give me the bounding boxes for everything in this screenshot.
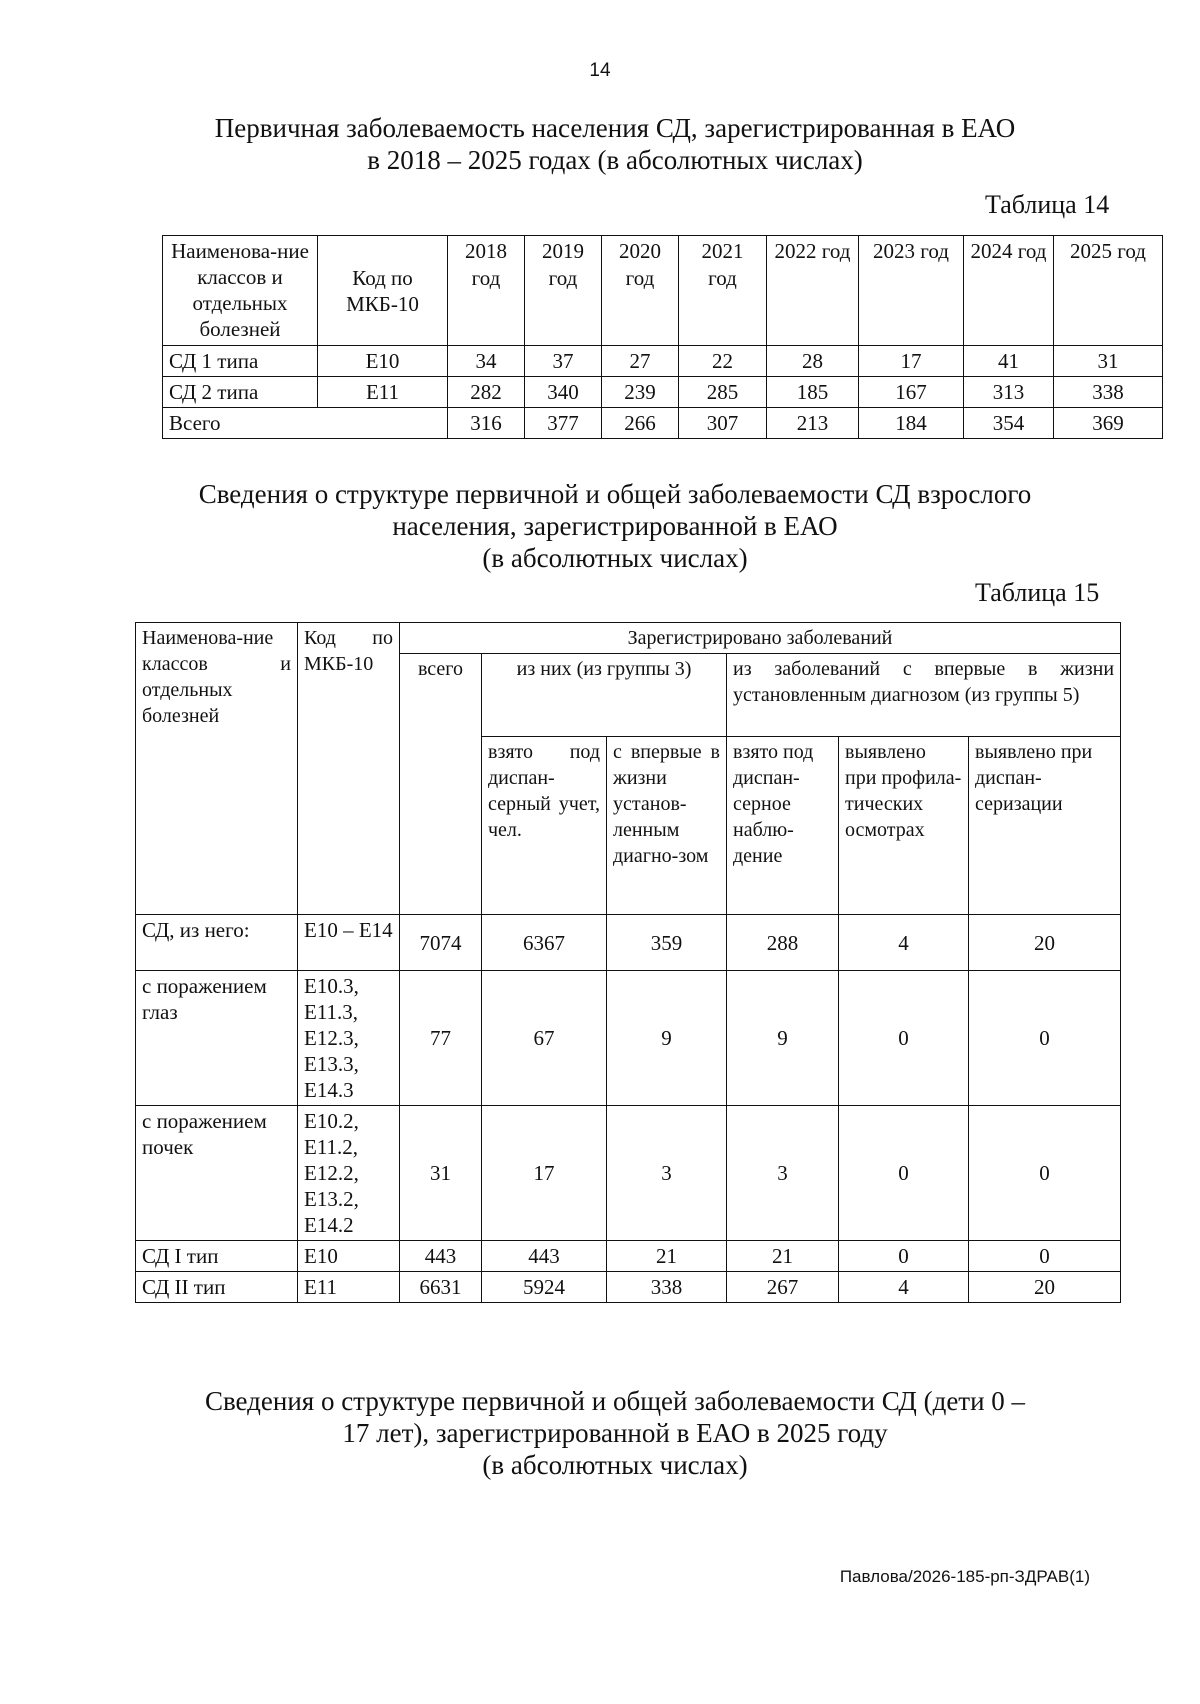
table-cell: 28 bbox=[767, 346, 859, 377]
table-cell: 31 bbox=[400, 1106, 482, 1241]
children-heading bbox=[150, 1385, 1080, 1481]
row-code: E10 bbox=[298, 1241, 400, 1272]
table-cell: 0 bbox=[969, 1241, 1121, 1272]
table-cell: 266 bbox=[602, 408, 679, 439]
table15-title-line1: Сведения о структуре первичной и общей заболеваемости СД взрослого bbox=[198, 479, 1032, 509]
table-cell: 17 bbox=[859, 346, 964, 377]
table-cell: 288 bbox=[727, 915, 839, 971]
table14-year: 2021 год bbox=[679, 236, 767, 346]
row-name: с поражением почек bbox=[136, 1106, 298, 1241]
table15-col-code: Код по МКБ-10 bbox=[298, 623, 400, 915]
table-cell: 20 bbox=[969, 915, 1121, 971]
table-cell: 184 bbox=[859, 408, 964, 439]
table-row bbox=[136, 971, 1121, 1106]
table-cell: 185 bbox=[767, 377, 859, 408]
table-cell: 31 bbox=[1054, 346, 1163, 377]
table-row bbox=[136, 915, 1121, 971]
table-cell: 21 bbox=[727, 1241, 839, 1272]
table15-heading bbox=[150, 478, 1080, 574]
table15-header-row bbox=[136, 623, 1121, 654]
table15-sub-dispanserization: выявлено при диспан-серизации bbox=[969, 737, 1121, 915]
children-title-line3: (в абсолютных числах) bbox=[482, 1450, 748, 1480]
table-cell: 77 bbox=[400, 971, 482, 1106]
row-name: СД II тип bbox=[136, 1272, 298, 1303]
table-cell: 0 bbox=[839, 971, 969, 1106]
table-cell: 21 bbox=[607, 1241, 727, 1272]
table15-col-name: Наименова-ние классов и отдельных болезней bbox=[136, 623, 298, 915]
row-code: E10.2, E11.2, E12.2, E13.2, E14.2 bbox=[298, 1106, 400, 1241]
row-name: СД 1 типа bbox=[163, 346, 318, 377]
table-cell: 6631 bbox=[400, 1272, 482, 1303]
table-cell: 340 bbox=[525, 377, 602, 408]
table-cell: 338 bbox=[607, 1272, 727, 1303]
table-cell: 9 bbox=[727, 971, 839, 1106]
table-cell: 67 bbox=[482, 971, 607, 1106]
page-number: 14 bbox=[589, 60, 611, 81]
table-row bbox=[136, 1106, 1121, 1241]
row-name: СД I тип bbox=[136, 1241, 298, 1272]
table15-sub-taken-observation: взято под диспан-серное наблю-дение bbox=[727, 737, 839, 915]
table-cell: 267 bbox=[727, 1272, 839, 1303]
table14-header-row bbox=[163, 236, 1163, 346]
row-code: E10 – E14 bbox=[298, 915, 400, 971]
table-row bbox=[163, 346, 1163, 377]
row-code: E10 bbox=[318, 346, 448, 377]
table14-heading bbox=[150, 112, 1080, 176]
table-cell: 359 bbox=[607, 915, 727, 971]
table15-sub-first-time: с впервые в жизни установ-ленным диагно-зом bbox=[607, 737, 727, 915]
table-cell: 41 bbox=[964, 346, 1054, 377]
row-name: СД, из него: bbox=[136, 915, 298, 971]
table14-year: 2024 год bbox=[964, 236, 1054, 346]
table14-label: Таблица 14 bbox=[985, 190, 1110, 219]
table14-col-code: Код по МКБ-10 bbox=[318, 236, 448, 346]
row-name: Всего bbox=[163, 408, 448, 439]
table14-year: 2025 год bbox=[1054, 236, 1163, 346]
table-cell: 22 bbox=[679, 346, 767, 377]
table-cell: 0 bbox=[969, 1106, 1121, 1241]
table-cell: 3 bbox=[727, 1106, 839, 1241]
row-code: E11 bbox=[318, 377, 448, 408]
table15-sub-dispensary: взято под диспан-серный учет, чел. bbox=[482, 737, 607, 915]
children-title-line2: 17 лет), зарегистрированной в ЕАО в 2025 году bbox=[342, 1418, 888, 1448]
table-cell: 3 bbox=[607, 1106, 727, 1241]
table-14 bbox=[162, 235, 1163, 439]
table-cell: 34 bbox=[448, 346, 525, 377]
table-row bbox=[163, 408, 1163, 439]
table-row bbox=[136, 1272, 1121, 1303]
table-cell: 369 bbox=[1054, 408, 1163, 439]
table-cell: 37 bbox=[525, 346, 602, 377]
table-cell: 0 bbox=[839, 1241, 969, 1272]
table15-sub-prophylactic: выявлено при профила-тических осмотрах bbox=[839, 737, 969, 915]
table15-col-total: всего bbox=[400, 654, 482, 915]
table-cell: 6367 bbox=[482, 915, 607, 971]
table-row bbox=[136, 1241, 1121, 1272]
table14-year: 2020 год bbox=[602, 236, 679, 346]
table-cell: 285 bbox=[679, 377, 767, 408]
row-name: с поражением глаз bbox=[136, 971, 298, 1106]
table-cell: 20 bbox=[969, 1272, 1121, 1303]
table-cell: 307 bbox=[679, 408, 767, 439]
row-code: E10.3, E11.3, E12.3, E13.3, E14.3 bbox=[298, 971, 400, 1106]
table-cell: 4 bbox=[839, 915, 969, 971]
table-cell: 239 bbox=[602, 377, 679, 408]
table-cell: 282 bbox=[448, 377, 525, 408]
table15-registered-header: Зарегистрировано заболеваний bbox=[400, 623, 1121, 654]
table-cell: 4 bbox=[839, 1272, 969, 1303]
table-cell: 313 bbox=[964, 377, 1054, 408]
table15-col-group3: из них (из группы 3) bbox=[482, 654, 727, 737]
table15-col-group5: из заболеваний с впервые в жизни установленным диагнозом (из группы 5) bbox=[727, 654, 1121, 737]
table14-year: 2022 год bbox=[767, 236, 859, 346]
document-footer: Павлова/2026-185-рп-ЗДРАВ(1) bbox=[839, 1567, 1090, 1586]
table-cell: 0 bbox=[839, 1106, 969, 1241]
table14-year: 2019 год bbox=[525, 236, 602, 346]
table-cell: 443 bbox=[400, 1241, 482, 1272]
table-cell: 377 bbox=[525, 408, 602, 439]
table-cell: 316 bbox=[448, 408, 525, 439]
table-cell: 167 bbox=[859, 377, 964, 408]
row-name: СД 2 типа bbox=[163, 377, 318, 408]
table14-year: 2018 год bbox=[448, 236, 525, 346]
table15-title-line3: (в абсолютных числах) bbox=[482, 543, 748, 573]
table-cell: 5924 bbox=[482, 1272, 607, 1303]
table-cell: 7074 bbox=[400, 915, 482, 971]
table-cell: 354 bbox=[964, 408, 1054, 439]
children-title-line1: Сведения о структуре первичной и общей заболеваемости СД (дети 0 – bbox=[204, 1386, 1026, 1416]
table14-title-line2: в 2018 – 2025 годах (в абсолютных числах) bbox=[367, 145, 863, 175]
row-code: E11 bbox=[298, 1272, 400, 1303]
table14-col-name: Наименова-ние классов и отдельных болезней bbox=[163, 236, 318, 346]
table14-title-line1: Первичная заболеваемость населения СД, зарегистрированная в ЕАО bbox=[214, 113, 1016, 143]
table-cell: 9 bbox=[607, 971, 727, 1106]
table-cell: 338 bbox=[1054, 377, 1163, 408]
table-cell: 0 bbox=[969, 971, 1121, 1106]
table-cell: 17 bbox=[482, 1106, 607, 1241]
table-cell: 213 bbox=[767, 408, 859, 439]
table15-label: Таблица 15 bbox=[975, 578, 1100, 607]
table-cell: 27 bbox=[602, 346, 679, 377]
table-cell: 443 bbox=[482, 1241, 607, 1272]
table-15 bbox=[135, 622, 1121, 1303]
table14-year: 2023 год bbox=[859, 236, 964, 346]
table-row bbox=[163, 377, 1163, 408]
table15-title-line2: населения, зарегистрированной в ЕАО bbox=[392, 511, 838, 541]
